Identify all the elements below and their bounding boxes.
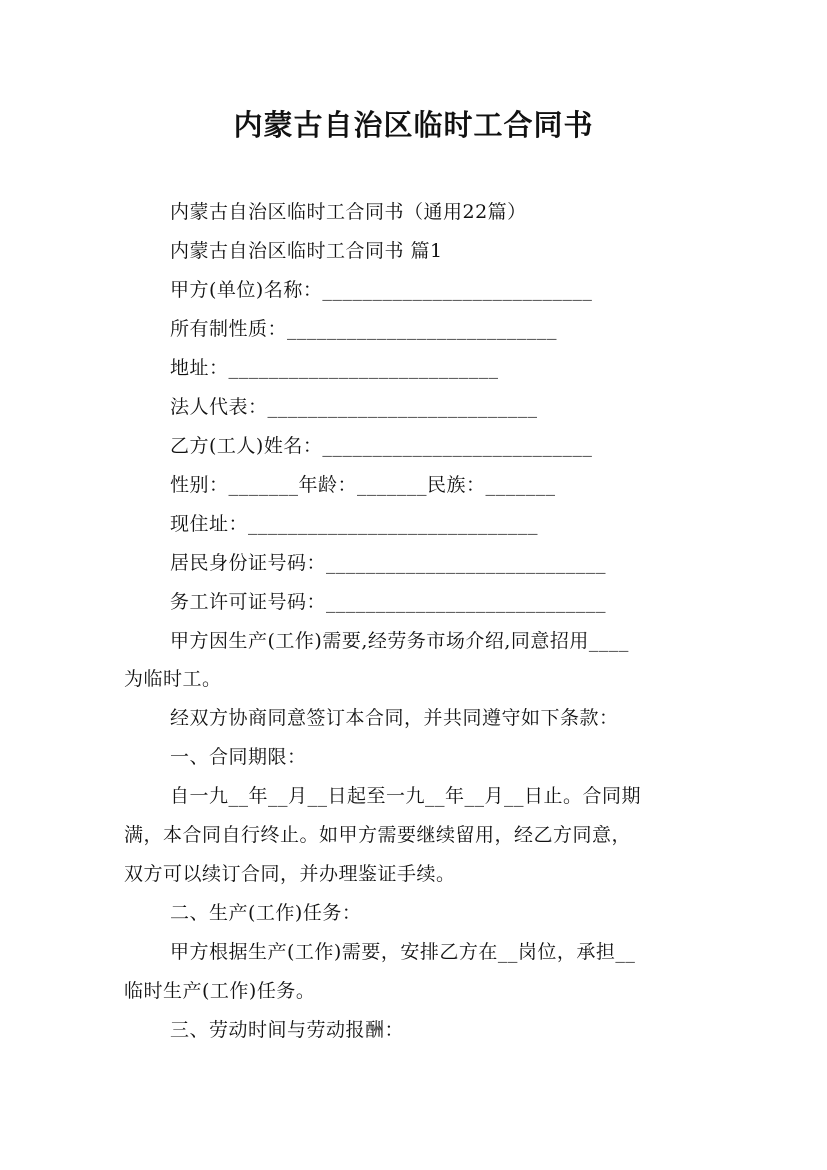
ownership-type-field: 所有制性质：___________________________	[170, 318, 558, 340]
clause-heading: 一、合同期限：	[170, 746, 307, 768]
address-field: 地址：___________________________	[170, 357, 499, 379]
clause-heading: 二、生产(工作)任务：	[170, 902, 362, 924]
paragraph-line: 甲方根据生产(工作)需要，安排乙方在__岗位，承担__	[170, 941, 636, 963]
document-title: 内蒙古自治区临时工合同书	[233, 108, 594, 142]
legal-representative-field: 法人代表：___________________________	[170, 396, 538, 418]
party-b-name-field: 乙方(工人)姓名：___________________________	[170, 435, 593, 457]
section-heading-1: 内蒙古自治区临时工合同书 篇1	[170, 240, 443, 262]
current-address-field: 现住址：_____________________________	[170, 513, 539, 535]
doc-subtitle: 内蒙古自治区临时工合同书（通用22篇）	[170, 201, 527, 223]
party-a-name-field: 甲方(单位)名称：___________________________	[170, 279, 593, 301]
clause-heading: 三、劳动时间与劳动报酬：	[170, 1019, 405, 1041]
paragraph-line: 临时生产(工作)任务。	[124, 980, 316, 1002]
id-number-field: 居民身份证号码：____________________________	[170, 552, 607, 574]
paragraph-line: 为临时工。	[124, 668, 222, 690]
paragraph-line: 双方可以续订合同，并办理鉴证手续。	[124, 863, 456, 885]
paragraph-line: 甲方因生产(工作)需要,经劳务市场介绍,同意招用____	[170, 630, 629, 652]
work-permit-number-field: 务工许可证号码：____________________________	[170, 591, 607, 613]
paragraph-line: 经双方协商同意签订本合同，并共同遵守如下条款：	[170, 707, 619, 729]
paragraph-line: 满，本合同自行终止。如甲方需要继续留用，经乙方同意，	[124, 824, 632, 846]
paragraph-line: 自一九__年__月__日起至一九__年__月__日止。合同期	[170, 785, 642, 807]
gender-age-ethnicity-field: 性别：_______年龄：_______民族：_______	[170, 474, 556, 496]
